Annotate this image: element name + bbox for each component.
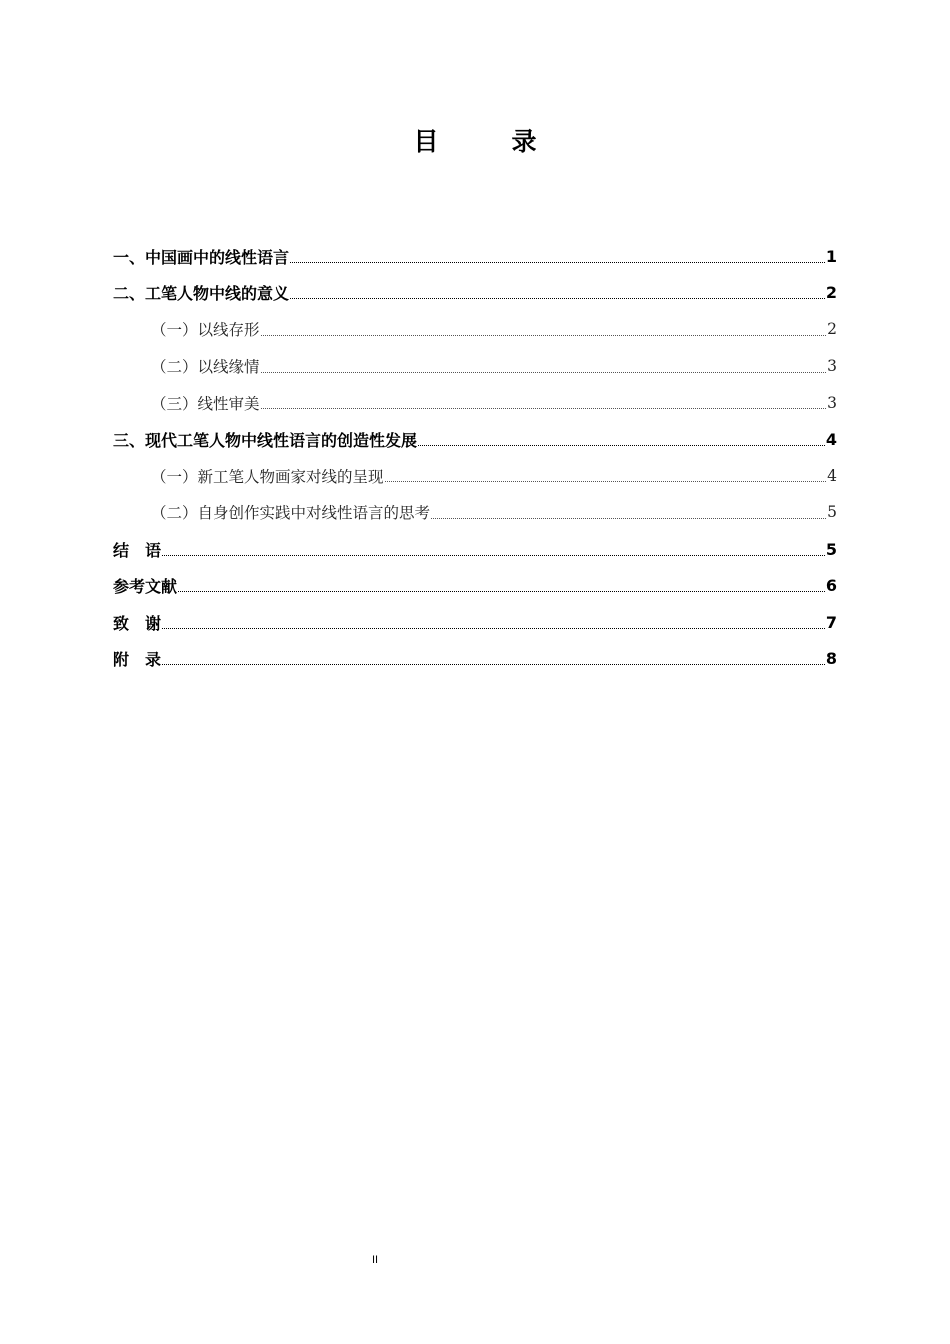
toc-subentry[interactable] <box>113 458 837 495</box>
toc-subentry[interactable] <box>113 348 837 385</box>
toc-entry[interactable] <box>113 275 837 312</box>
toc-entry-label: 附 录 <box>113 650 162 670</box>
toc-entry-label: 一、中国画中的线性语言 <box>113 247 290 267</box>
toc-entry-page: 5 <box>825 539 837 559</box>
toc-entry-page: 4 <box>827 466 837 485</box>
toc-subentry[interactable] <box>113 384 837 421</box>
toc-dot-leader <box>162 664 825 665</box>
toc-entry-label: 参考文献 <box>113 577 178 597</box>
toc-dot-leader <box>290 262 825 263</box>
toc-entry-page: 5 <box>827 503 837 522</box>
toc-entry-page: 8 <box>825 649 837 669</box>
toc-entry-label: （一）以线存形 <box>151 321 260 340</box>
toc-dot-leader <box>431 518 826 519</box>
toc-entry-label: 致 谢 <box>113 613 162 633</box>
toc-entry-page: 2 <box>827 320 837 339</box>
toc-dot-leader <box>261 335 827 336</box>
toc-entry[interactable] <box>113 238 837 275</box>
toc-dot-leader <box>385 481 827 482</box>
toc-entry-label: （二）以线缘情 <box>151 358 260 377</box>
toc-dot-leader <box>162 555 825 556</box>
toc-entry[interactable] <box>113 641 837 678</box>
toc-entry[interactable] <box>113 604 837 641</box>
toc-dot-leader <box>418 445 825 446</box>
toc-entry-page: 1 <box>825 246 837 266</box>
toc-entry-page: 7 <box>825 612 837 632</box>
toc-entry-page: 4 <box>825 429 837 449</box>
toc-entry-label: （三）线性审美 <box>151 394 260 413</box>
toc-entry-page: 2 <box>825 283 837 303</box>
toc-entry-label: 二、工笔人物中线的意义 <box>113 284 290 304</box>
toc-dot-leader <box>178 591 825 592</box>
toc-subentry[interactable] <box>113 494 837 531</box>
table-of-contents <box>113 238 837 677</box>
toc-entry-page: 6 <box>825 576 837 596</box>
toc-subentry[interactable] <box>113 311 837 348</box>
toc-dot-leader <box>290 298 825 299</box>
toc-entry[interactable] <box>113 567 837 604</box>
toc-entry-label: （二）自身创作实践中对线性语言的思考 <box>151 504 431 523</box>
toc-entry[interactable] <box>113 421 837 458</box>
toc-dot-leader <box>261 408 827 409</box>
toc-entry-page: 3 <box>827 357 837 376</box>
page-title: 目 录 <box>413 127 561 156</box>
page-number: II <box>371 1254 379 1266</box>
toc-entry-label: （一）新工笔人物画家对线的呈现 <box>151 467 384 486</box>
toc-entry-label: 三、现代工笔人物中线性语言的创造性发展 <box>113 430 418 450</box>
toc-entry[interactable] <box>113 531 837 568</box>
toc-entry-label: 结 语 <box>113 540 162 560</box>
toc-dot-leader <box>261 372 827 373</box>
toc-entry-page: 3 <box>827 393 837 412</box>
toc-dot-leader <box>162 628 825 629</box>
